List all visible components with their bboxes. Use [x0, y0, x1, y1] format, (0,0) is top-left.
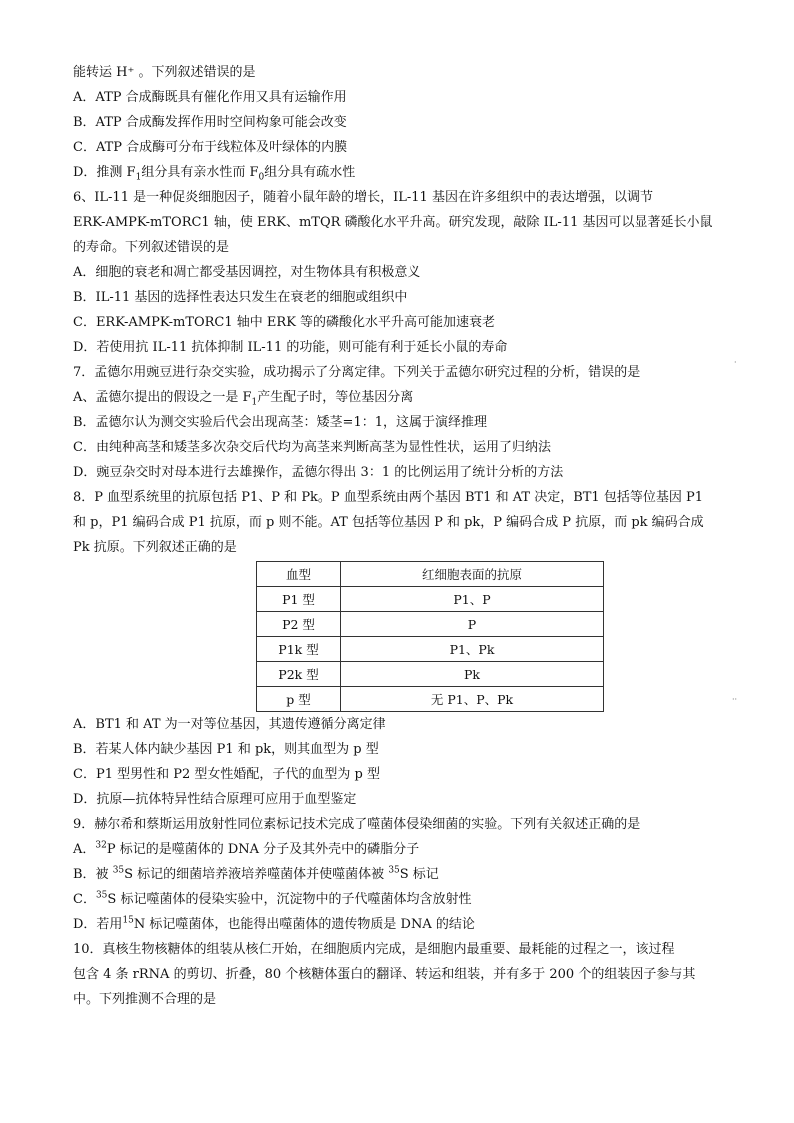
q5-option-d: D．推测 $F_1$组分具有亲水性而 $F_0$组分具有疏水性	[73, 165, 356, 183]
q6-stem-line-2: ERK-AMPK-mTORC1 轴，使 ERK、mTQR 磷酸化水平升高。研究发现，敲除 IL-11 基因可以显著延长小鼠	[73, 215, 713, 230]
q8-option-a: A．BT1 和 AT 为一对等位基因，其遗传遵循分离定律	[73, 717, 386, 732]
q8-option-b: B．若某人体内缺少基因 P1 和 pk，则其血型为 p 型	[73, 742, 379, 757]
table-row	[257, 662, 604, 687]
q6-option-c: C．ERK-AMPK-mTORC1 轴中 ERK 等的磷酸化水平升高可能加速衰老	[73, 315, 496, 330]
q6-option-b: B．IL-11 基因的选择性表达只发生在衰老的细胞或组织中	[73, 290, 408, 305]
q10-stem-line-2: 包含 4 条 rRNA 的剪切、折叠，80 个核糖体蛋白的翻译、转运和组装，并有多于 200 个的组装因子参与其	[73, 967, 696, 982]
q6-option-a: A．细胞的衰老和凋亡都受基因调控，对生物体具有积极意义	[73, 265, 421, 280]
table-cell: P1、P	[341, 587, 604, 612]
q7-option-b: B．孟德尔认为测交实验后代会出现高茎：矮茎=1：1，这属于演绎推理	[73, 415, 487, 430]
table-cell: P2 型	[257, 612, 341, 637]
table-row	[257, 687, 604, 712]
q10-stem-line-1: 10．真核生物核糖体的组装从核仁开始，在细胞质内完成，是细胞内最重要、最耗能的过程之一，该过程	[73, 942, 675, 957]
table-cell: P1、Pk	[341, 637, 604, 662]
table-header-cell: 血型	[257, 562, 341, 587]
table-header-row	[257, 562, 604, 587]
q8-option-c: C．P1 型男性和 P2 型女性婚配，子代的血型为 p 型	[73, 767, 380, 782]
table-cell: 无 P1、P、Pk	[341, 687, 604, 712]
q5-option-a: A．ATP 合成酶既具有催化作用又具有运输作用	[73, 90, 347, 105]
q8-stem-line-3: Pk 抗原。下列叙述正确的是	[73, 540, 237, 555]
table-cell: p 型	[257, 687, 341, 712]
table-cell: P	[341, 612, 604, 637]
q8-stem-line-2: 和 p，P1 编码合成 P1 抗原，而 p 则不能。AT 包括等位基因 P 和 pk，P 编码合成 P 抗原，而 pk 编码合成	[73, 515, 704, 530]
q9-option-c: C．$^{35}$S 标记噬菌体的侵染实验中，沉淀物中的子代噬菌体均含放射性	[73, 890, 472, 907]
q7-option-c: C．由纯种高茎和矮茎多次杂交后代均为高茎来判断高茎为显性性状，运用了归纳法	[73, 440, 551, 455]
q9-option-d: D．若用$^{15}$N 标记噬菌体，也能得出噬菌体的遗传物质是 DNA 的结论	[73, 915, 475, 932]
table-row	[257, 612, 604, 637]
q7-option-d: D．豌豆杂交时对母本进行去雄操作，孟德尔得出 3：1 的比例运用了统计分析的方法	[73, 465, 564, 480]
q8-option-d: D．抗原—抗体特异性结合原理可应用于血型鉴定	[73, 792, 357, 807]
q8-stem-line-1: 8．P 血型系统里的抗原包括 P1、P 和 Pk。P 血型系统由两个基因 BT1 和 AT 决定，BT1 包括等位基因 P1	[73, 490, 703, 505]
table-row	[257, 637, 604, 662]
q6-option-d: D．若使用抗 IL-11 抗体抑制 IL-11 的功能，则可能有利于延长小鼠的寿命	[73, 340, 508, 355]
blood-type-table	[256, 561, 604, 712]
table-cell: P1k 型	[257, 637, 341, 662]
q9-stem: 9．赫尔希和蔡斯运用放射性同位素标记技术完成了噬菌体侵染细菌的实验。下列有关叙述正确的是	[73, 817, 641, 832]
q5-option-c: C．ATP 合成酶可分布于线粒体及叶绿体的内膜	[73, 140, 348, 155]
q9-option-a: A．$^{32}$P 标记的是噬菌体的 DNA 分子及其外壳中的磷脂分子	[73, 840, 420, 857]
q5-option-b: B．ATP 合成酶发挥作用时空间构象可能会改变	[73, 115, 347, 130]
table-cell: Pk	[341, 662, 604, 687]
q6-stem-line-3: 的寿命。下列叙述错误的是	[73, 240, 230, 255]
table-row	[257, 587, 604, 612]
table-cell: P1 型	[257, 587, 341, 612]
stray-mark-dots: ··	[732, 695, 738, 704]
q9-option-b: B．被 $^{35}$S 标记的细菌培养液培养噬菌体并使噬菌体被 $^{35}$S 标记	[73, 865, 439, 882]
q6-stem-line-1: 6、IL-11 是一种促炎细胞因子，随着小鼠年龄的增长，IL-11 基因在许多组织中的表达增强，以调节	[73, 190, 653, 205]
q10-stem-line-3: 中。下列推测不合理的是	[73, 992, 217, 1007]
q7-option-a: A、孟德尔提出的假设之一是 $F_1$产生配子时，等位基因分离	[73, 390, 414, 408]
table-cell: P2k 型	[257, 662, 341, 687]
q5-stem-tail: 能转运 H⁺ 。下列叙述错误的是	[73, 65, 256, 80]
q7-stem: 7．孟德尔用豌豆进行杂交实验，成功揭示了分离定律。下列关于孟德尔研究过程的分析，错误的是	[73, 365, 641, 380]
table-header-cell: 红细胞表面的抗原	[341, 562, 604, 587]
stray-mark-dot: ·	[734, 358, 737, 367]
